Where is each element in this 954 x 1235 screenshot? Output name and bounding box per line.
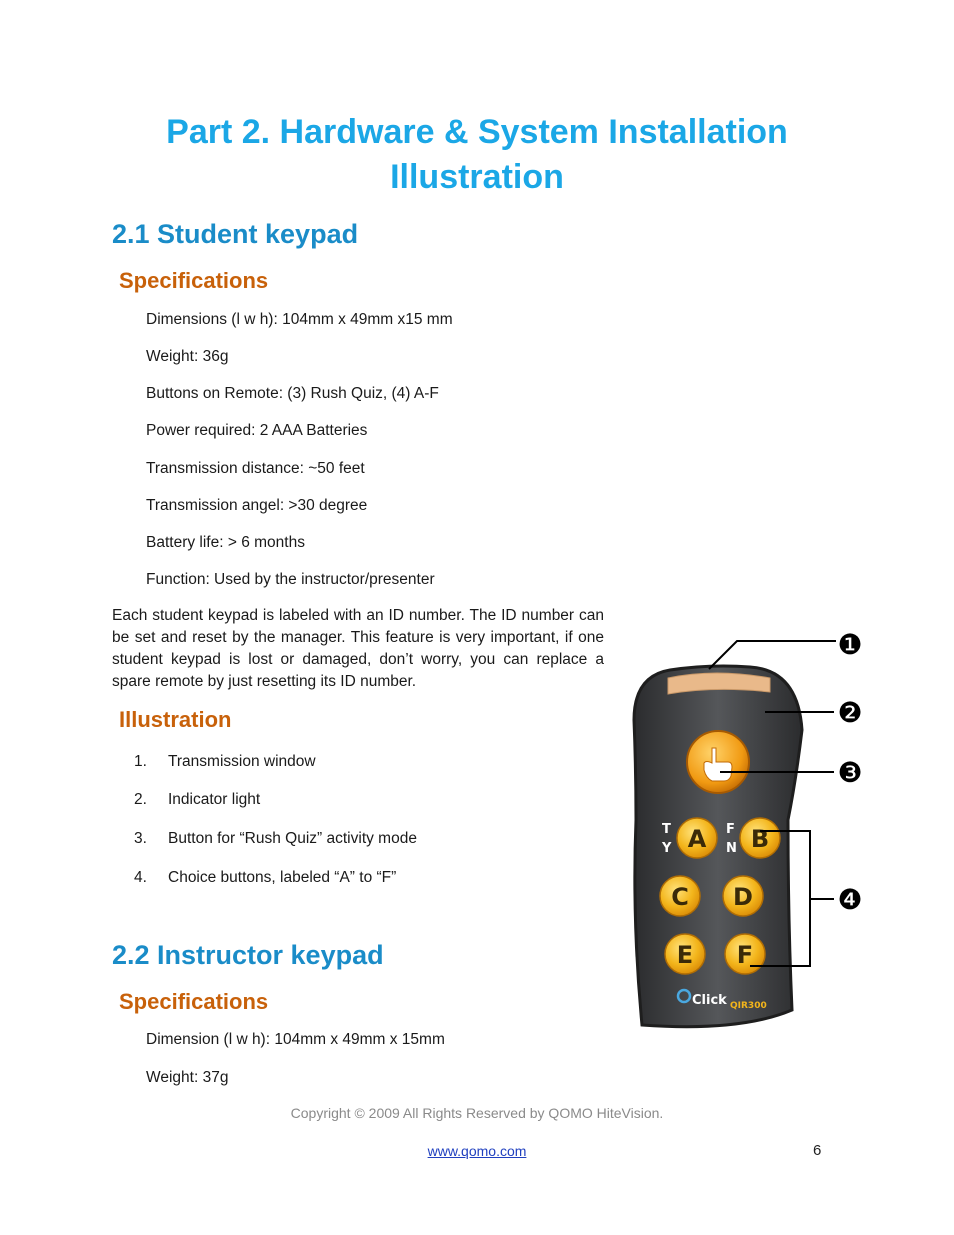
page-number: 6	[813, 1142, 822, 1159]
side-letter-t: T	[662, 822, 671, 837]
choice-label-a: A	[687, 825, 707, 853]
list-item-number: 3.	[134, 830, 147, 847]
brand-name: Click	[692, 993, 727, 1008]
list-item-text: Indicator light	[168, 791, 261, 808]
callout-number-2: ❷	[837, 696, 863, 729]
spec-weight: Weight: 36g	[146, 348, 229, 365]
callout-number-4: ❹	[837, 883, 863, 916]
list-item-number: 1.	[134, 753, 147, 770]
choice-button-d	[723, 876, 763, 916]
illustration-heading: Illustration	[119, 707, 232, 732]
spec-heading-instructor: Specifications	[119, 989, 269, 1014]
choice-label-d: D	[733, 883, 753, 911]
callout-number-1: ❶	[837, 628, 863, 661]
copyright-footer: Copyright © 2009 All Rights Reserved by QOMO HiteVision.	[290, 1105, 664, 1121]
choice-button-e	[665, 934, 705, 974]
list-item-text: Choice buttons, labeled “A” to “F”	[168, 869, 397, 886]
choice-label-b: B	[750, 825, 770, 853]
spec-heading-student: Specifications	[119, 268, 269, 293]
choice-button-c	[660, 876, 700, 916]
model-number: QIR300	[730, 1001, 767, 1011]
choice-label-f: F	[736, 941, 754, 969]
list-item-text: Transmission window	[168, 753, 316, 770]
student-keypad-illustration	[600, 620, 880, 1040]
choice-button-b	[740, 818, 780, 858]
callout-number-3: ❸	[837, 756, 863, 789]
choice-button-a	[677, 818, 717, 858]
spec-angle: Transmission angel: >30 degree	[146, 497, 368, 514]
spec-instructor-weight: Weight: 37g	[146, 1069, 229, 1086]
section-2-2-heading: 2.2 Instructor keypad	[112, 940, 384, 970]
section-2-1-heading: 2.1 Student keypad	[112, 219, 359, 249]
spec-function: Function: Used by the instructor/presenter	[146, 571, 435, 588]
choice-label-c: C	[671, 883, 689, 911]
spec-instructor-dimension: Dimension (l w h): 104mm x 49mm x 15mm	[146, 1031, 445, 1048]
spec-distance: Transmission distance: ~50 feet	[146, 460, 365, 477]
website-link[interactable]: www.qomo.com	[427, 1143, 527, 1159]
spec-power: Power required: 2 AAA Batteries	[146, 422, 368, 439]
page-title-line2: Illustration	[390, 158, 564, 196]
spec-battery: Battery life: > 6 months	[146, 534, 305, 551]
side-letter-y: Y	[662, 841, 672, 856]
page-title-line1: Part 2. Hardware & System Installation	[166, 113, 788, 151]
choice-button-f	[725, 934, 765, 974]
list-item-number: 2.	[134, 791, 147, 808]
list-item-text: Button for “Rush Quiz” activity mode	[168, 830, 417, 847]
spec-dimensions: Dimensions (l w h): 104mm x 49mm x15 mm	[146, 311, 453, 328]
side-letter-n: N	[726, 841, 737, 856]
id-number-paragraph: Each student keypad is labeled with an ID number. The ID number can be set and reset by the manager. This feature is very important, if one student keypad is lost or damaged, don’t worry, you can replace a spare remote by just resetting its ID number.	[112, 607, 604, 690]
choice-label-e: E	[676, 941, 694, 969]
list-item-number: 4.	[134, 869, 147, 886]
spec-buttons: Buttons on Remote: (3) Rush Quiz, (4) A-F	[146, 385, 439, 402]
side-letter-f: F	[726, 822, 735, 837]
